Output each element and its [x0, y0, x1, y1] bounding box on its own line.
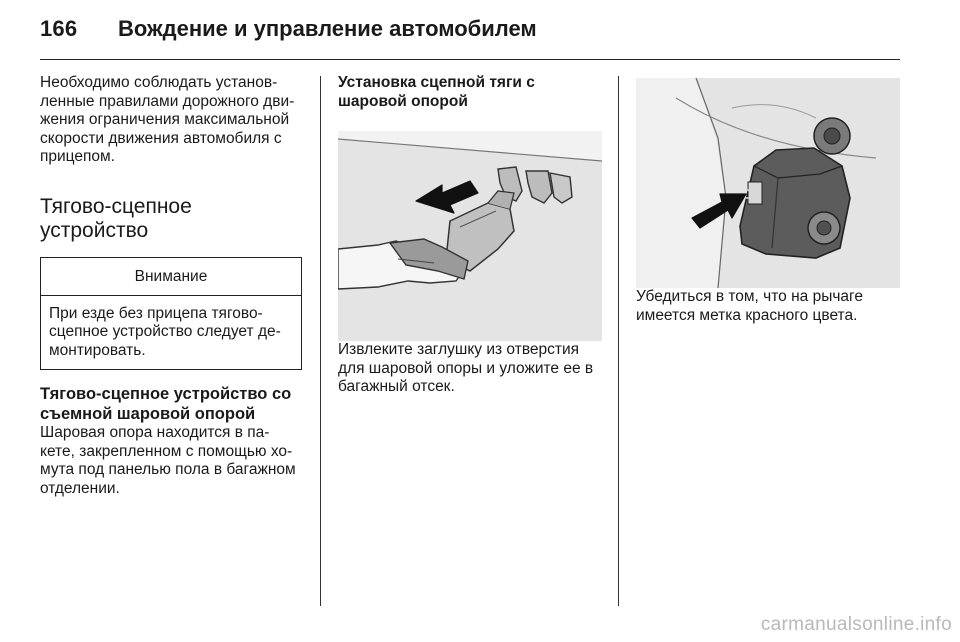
subsection-paragraph: Шаровая опора находится в па-кете, закрепленном с помощью хо-мута под панелью пола в багажном отделении.	[40, 424, 296, 497]
warning-text: При езде без прицепа тягово-сцепное устройство следует де-монтировать.	[49, 304, 281, 359]
subsection-title: Тягово-сцепное устройство со съемной шаровой опорой	[40, 385, 292, 423]
column-2	[338, 74, 602, 397]
warning-title: Внимание	[41, 258, 301, 296]
column-3	[636, 74, 900, 325]
header-rule	[40, 59, 900, 60]
column-divider-left	[320, 76, 321, 606]
column-divider-right	[618, 76, 619, 606]
installation-heading: Установка сцепной тяги с шаровой опорой	[338, 74, 535, 110]
watermark: carmanualsonline.info	[760, 614, 952, 635]
lever-red-mark-icon	[636, 78, 900, 288]
red-mark-caption: Убедиться в том, что на рычаге имеется метка красного цвета.	[636, 288, 863, 324]
section-title: Тягово-сцепное устройство	[40, 194, 192, 242]
page-title: Вождение и управление автомобилем	[118, 16, 537, 41]
intro-paragraph: Необходимо соблюдать установ-ленные правилами дорожного дви-жения ограничения максимальной скорости движения автомобиля с прицепом.	[40, 74, 295, 165]
warning-box	[40, 257, 302, 371]
tow-cap-removal-icon	[338, 131, 602, 341]
column-1	[40, 74, 302, 498]
page-number: 166	[40, 16, 78, 41]
cap-removal-caption: Извлеките заглушку из отверстия для шаровой опоры и уложите ее в багажный отсек.	[338, 341, 594, 395]
